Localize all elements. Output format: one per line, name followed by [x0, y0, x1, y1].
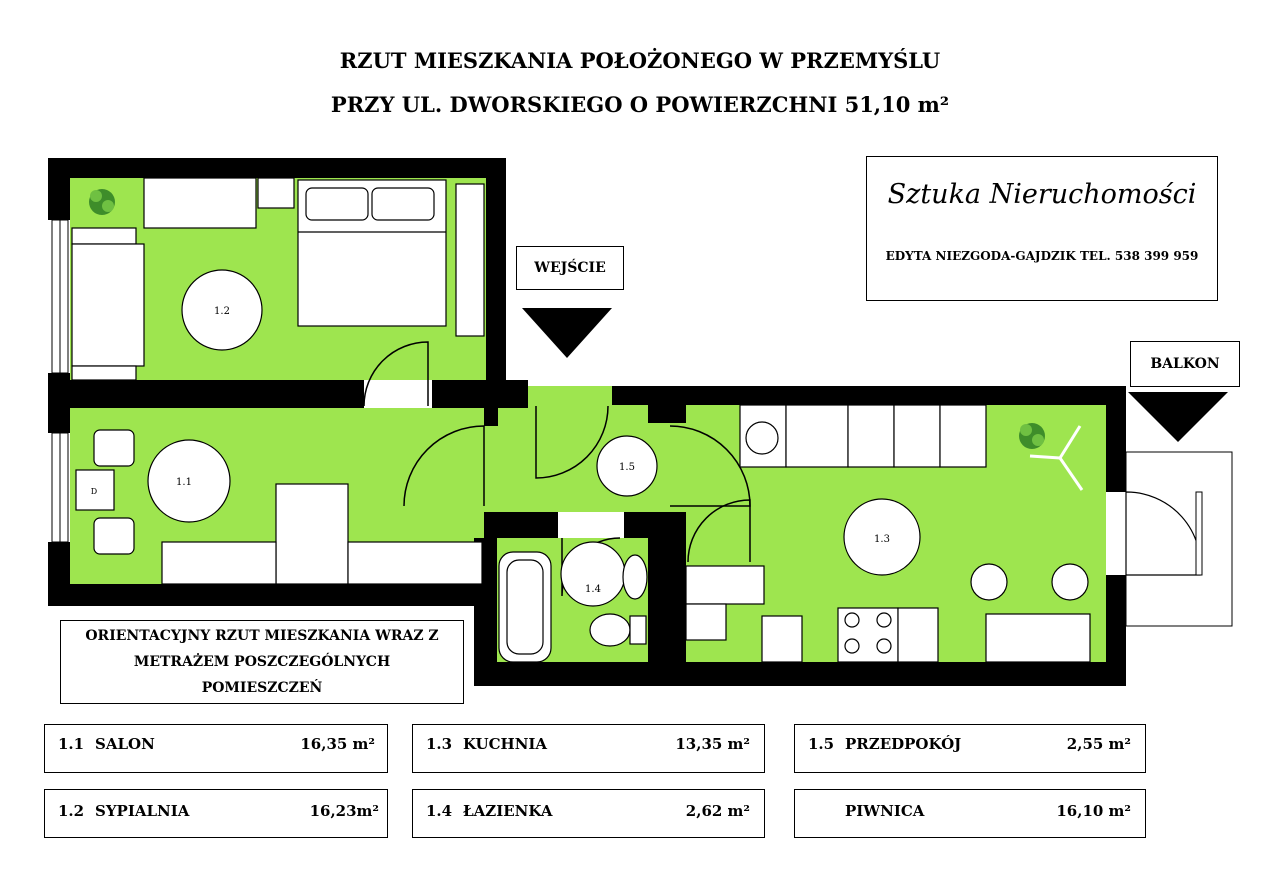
legend-box-piwnica [794, 789, 1146, 838]
wall [48, 373, 70, 433]
cabinet [894, 405, 940, 467]
page-title-line-1: RZUT MIESZKANIA POŁOŻONEGO W PRZEMYŚLU [339, 48, 941, 73]
room-label-1-5: 1.5 [619, 462, 635, 473]
wall [70, 380, 364, 408]
legend-num: 1.3 [426, 735, 453, 753]
legend-name: PIWNICA [845, 802, 925, 820]
wall [474, 662, 1126, 686]
armchair [94, 430, 134, 466]
legend-area: 2,62 m² [685, 802, 750, 820]
wall [432, 380, 528, 408]
cabinet [940, 405, 986, 467]
cabinet [276, 484, 348, 584]
sideboard [348, 542, 482, 584]
legend-box-kuchnia [412, 724, 765, 773]
sink [623, 555, 647, 599]
armchair [94, 518, 134, 554]
room-label-1-4: 1.4 [585, 584, 601, 595]
legend-name: SALON [95, 735, 155, 753]
counter [986, 614, 1090, 662]
wall [1106, 575, 1126, 686]
balcony-arrow-icon [1128, 392, 1228, 442]
legend-num: 1.5 [808, 735, 835, 753]
wall [1106, 386, 1126, 492]
room-label-1-1: 1.1 [176, 477, 192, 488]
legend-box-przedpokoj [794, 724, 1146, 773]
wardrobe [456, 184, 484, 336]
plant-icon [1019, 423, 1045, 449]
pillow [372, 188, 434, 220]
page-title-line-2: PRZY UL. DWORSKIEGO O POWIERZCHNI 51,10 m² [330, 92, 950, 117]
legend-area: 16,35 m² [300, 735, 375, 753]
wall [48, 584, 496, 606]
legend-num: 1.4 [426, 802, 453, 820]
nightstand [258, 178, 294, 208]
room-label-1-2: 1.2 [214, 306, 230, 317]
stool [971, 564, 1007, 600]
wall [48, 158, 506, 178]
wall [484, 512, 558, 538]
legend-box-sypialnia [44, 789, 388, 838]
wall [648, 405, 686, 423]
wall [612, 386, 1126, 405]
pillow [306, 188, 368, 220]
plan-note-text: ORIENTACYJNY RZUT MIESZKANIA WRAZ Z METRAŻEM POSZCZEGÓLNYCH POMIESZCZEŃ [85, 628, 439, 696]
legend-box-lazienka [412, 789, 765, 838]
wall [48, 158, 70, 220]
sink-unit [762, 616, 802, 662]
legend-num: 1.1 [58, 735, 85, 753]
desk [144, 178, 256, 228]
entrance-label-text: WEJŚCIE [534, 260, 606, 276]
sideboard [162, 542, 276, 584]
room-label-1-3: 1.3 [874, 534, 890, 545]
cabinet [848, 405, 894, 467]
sofa-arm [72, 366, 136, 380]
legend-num: 1.2 [58, 802, 85, 820]
balcony [1126, 452, 1232, 626]
stool [1052, 564, 1088, 600]
wall [484, 408, 498, 426]
legend-box-salon [44, 724, 388, 773]
toilet-tank [630, 616, 646, 644]
entrance-arrow-icon [522, 308, 612, 358]
legend-area: 13,35 m² [675, 735, 750, 753]
tv-label: D [90, 487, 98, 496]
agency-logo-text: Sztuka Nieruchomości [887, 179, 1197, 210]
fridge [686, 604, 726, 640]
counter [686, 566, 764, 604]
legend-area: 16,10 m² [1056, 802, 1131, 820]
wall [486, 158, 506, 402]
sofa-back [72, 228, 136, 244]
sofa [72, 244, 144, 366]
legend-name: SYPIALNIA [95, 802, 190, 820]
bath-rug [561, 542, 625, 606]
wall [624, 512, 686, 538]
legend-area: 16,23m² [309, 802, 379, 820]
balcony-label-text: BALKON [1150, 356, 1220, 372]
cabinet [786, 405, 848, 467]
counter [898, 608, 938, 662]
wall [648, 538, 686, 663]
legend-name: PRZEDPOKÓJ [845, 735, 962, 753]
agency-contact: EDYTA NIEZGODA-GAJDZIK TEL. 538 399 959 [885, 249, 1199, 263]
toilet [590, 614, 630, 646]
plant-icon [89, 189, 115, 215]
legend-area: 2,55 m² [1066, 735, 1131, 753]
legend-name: KUCHNIA [463, 735, 548, 753]
legend-name: ŁAZIENKA [463, 802, 553, 820]
